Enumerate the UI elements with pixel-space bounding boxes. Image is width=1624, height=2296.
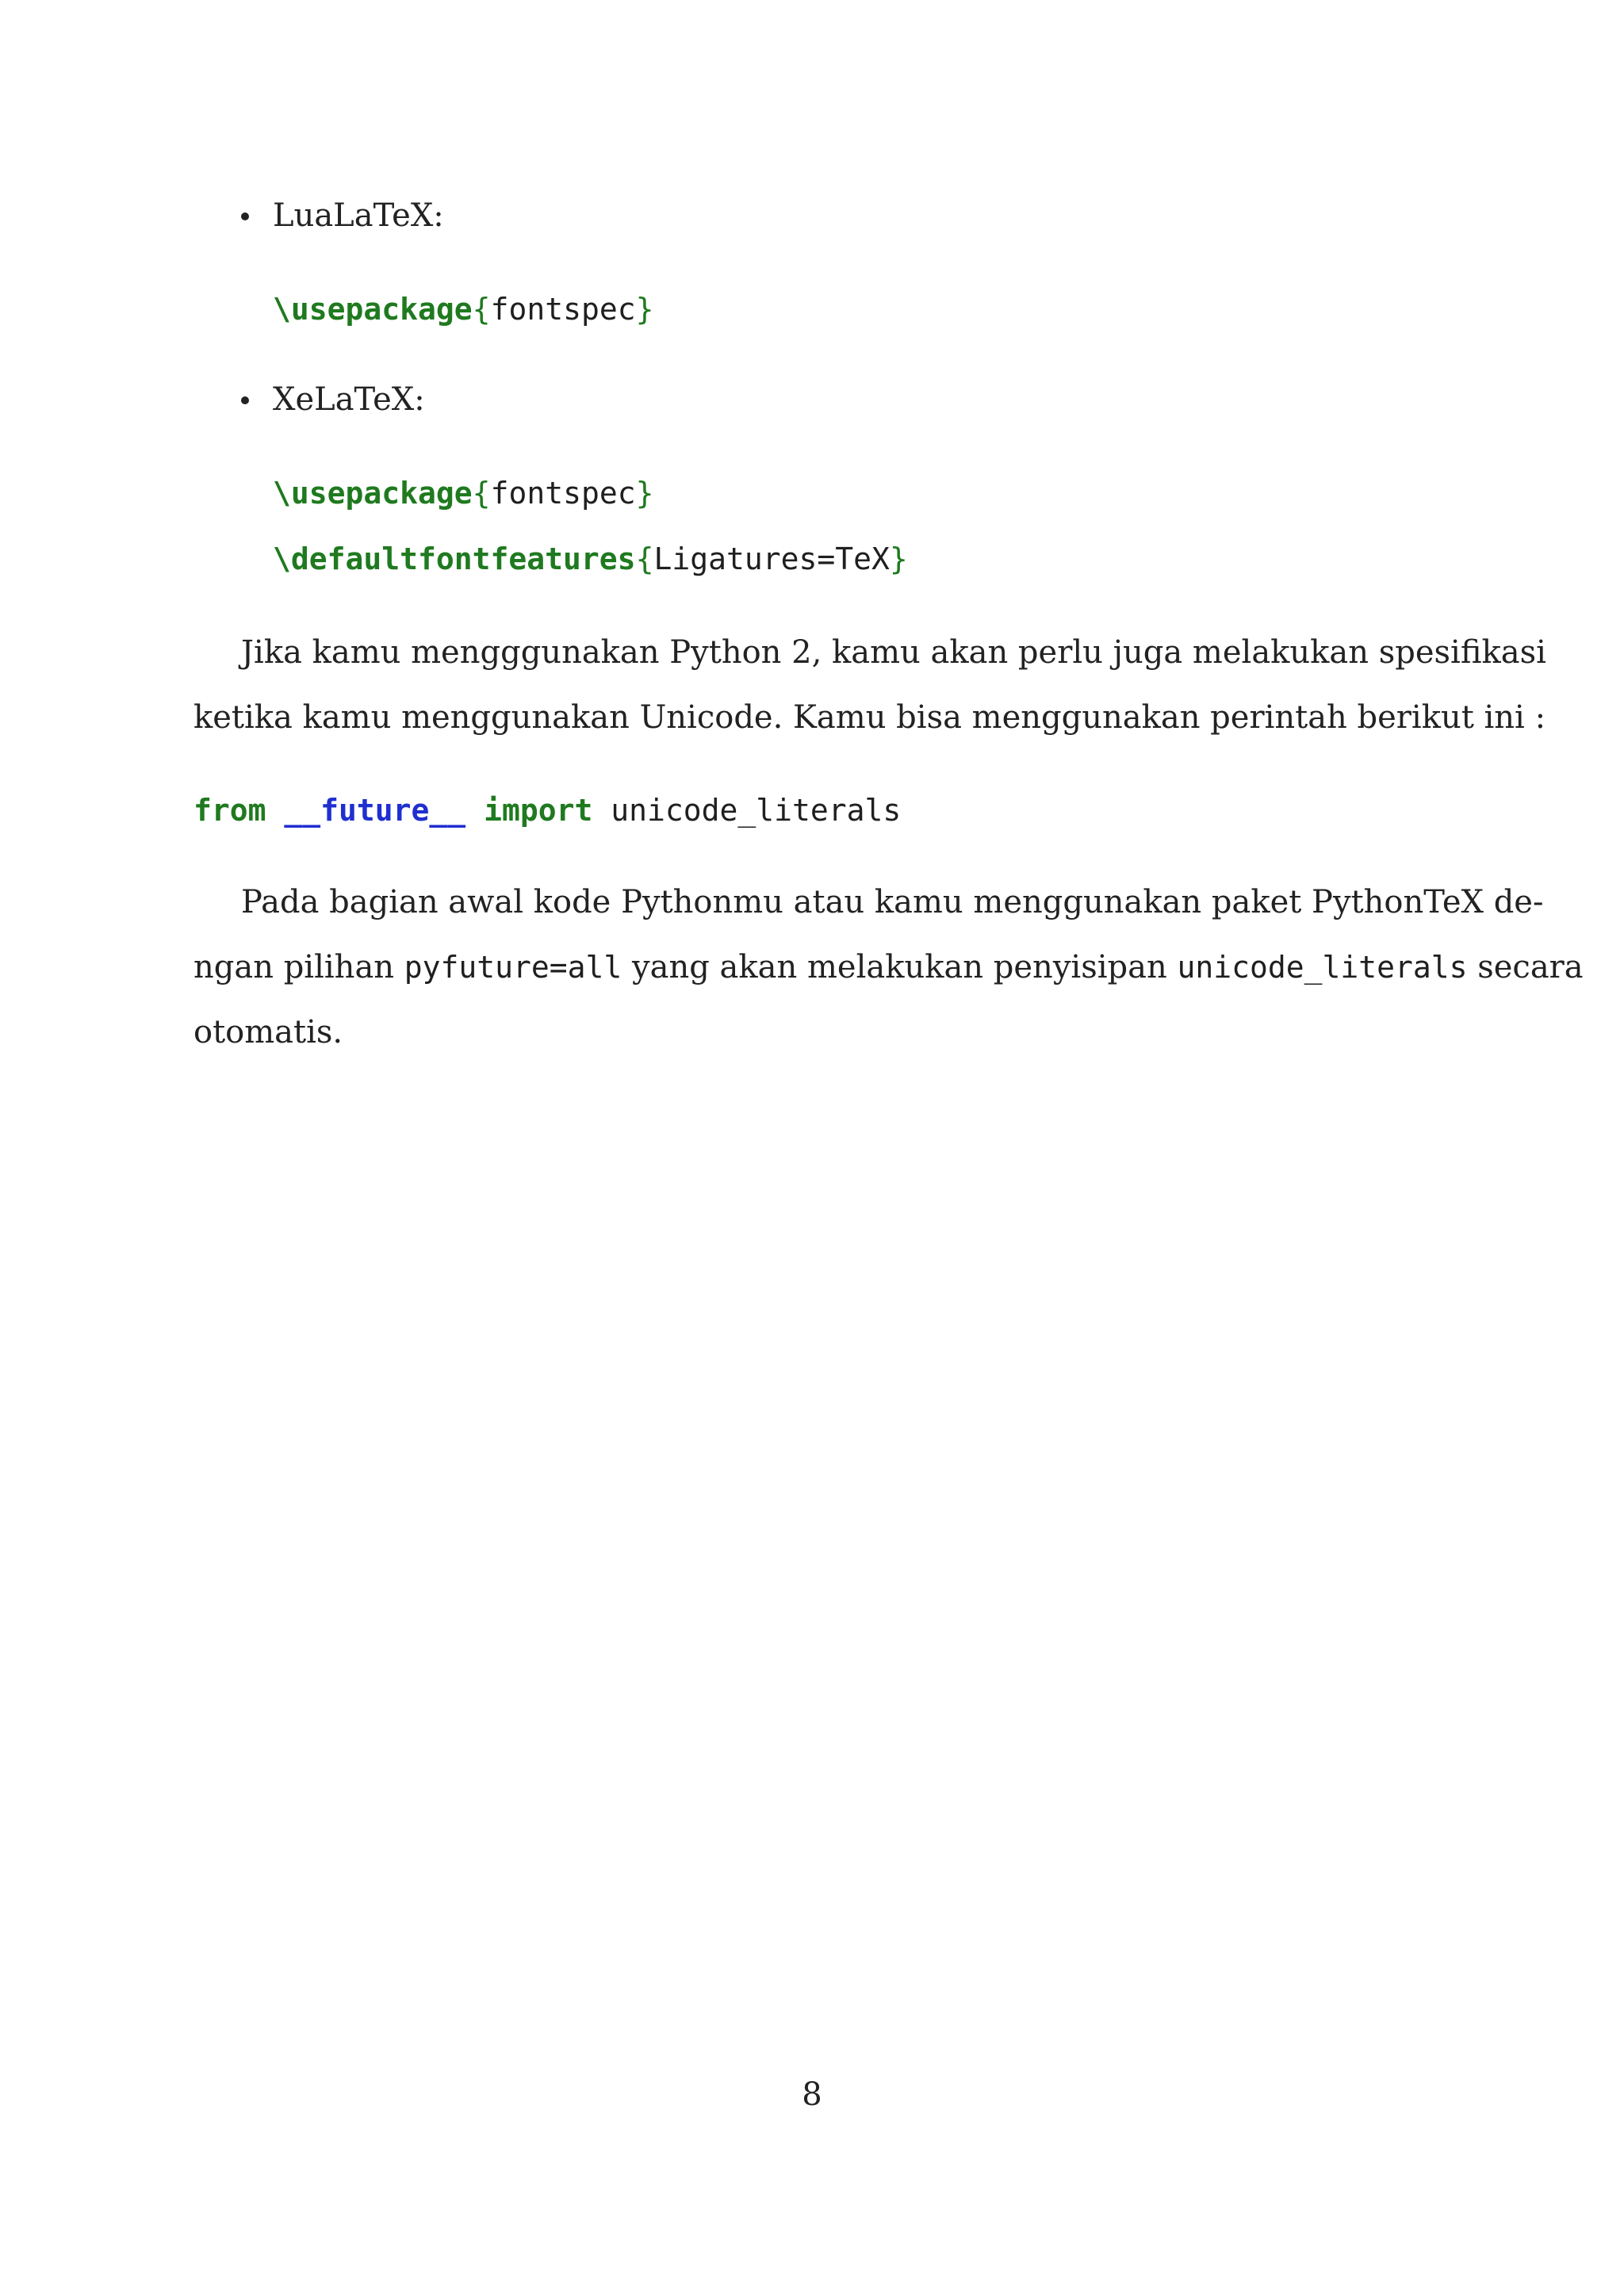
paragraph-line: otomatis. [193, 1014, 343, 1050]
code-line [273, 476, 654, 511]
keyword-from: from [193, 793, 266, 828]
paragraph-text: ngan pilihan [193, 949, 395, 985]
list-item-label: XeLaTeX: [273, 381, 425, 418]
module-future: __future__ [284, 793, 466, 828]
import-name: unicode_literals [611, 793, 902, 828]
paragraph-text: yang akan melakukan penyisipan [632, 949, 1167, 985]
paragraph-line [241, 634, 1546, 671]
code-line [273, 541, 908, 576]
paragraph-line: ketika kamu menggunakan Unicode. Kamu bisa menggunakan perintah berikut ini : [193, 699, 1546, 736]
list-item-label: LuaLaTeX: [273, 197, 444, 234]
latex-command: \usepackage [273, 292, 473, 327]
bullet-icon [241, 396, 249, 404]
brace-open: { [635, 541, 654, 576]
page-number: 8 [802, 2076, 822, 2113]
paragraph-line: Pada bagian awal kode Pythonmu atau kamu menggunakan paket PythonTeX de- [241, 884, 1544, 920]
paragraph-text: secara [1477, 949, 1584, 985]
bullet-icon [241, 212, 249, 220]
code-line [273, 292, 654, 327]
code-argument: Ligatures=TeX [653, 541, 890, 576]
code-argument: fontspec [490, 292, 636, 327]
code-argument: fontspec [490, 476, 636, 511]
inline-code: unicode_literals [1177, 950, 1468, 985]
brace-open: { [472, 476, 491, 511]
latex-command: \usepackage [273, 476, 473, 511]
paragraph-line [193, 951, 1584, 983]
brace-open: { [472, 292, 491, 327]
brace-close: } [635, 292, 654, 327]
paragraph-text: Jika kamu mengggunakan Python 2, kamu akan perlu juga melakukan spesifikasi [241, 634, 1546, 671]
keyword-import: import [484, 793, 593, 828]
inline-code: pyfuture=all [404, 950, 622, 985]
brace-close: } [635, 476, 654, 511]
latex-command: \defaultfontfeatures [273, 541, 636, 576]
python-code-line [193, 793, 902, 828]
brace-close: } [889, 541, 908, 576]
